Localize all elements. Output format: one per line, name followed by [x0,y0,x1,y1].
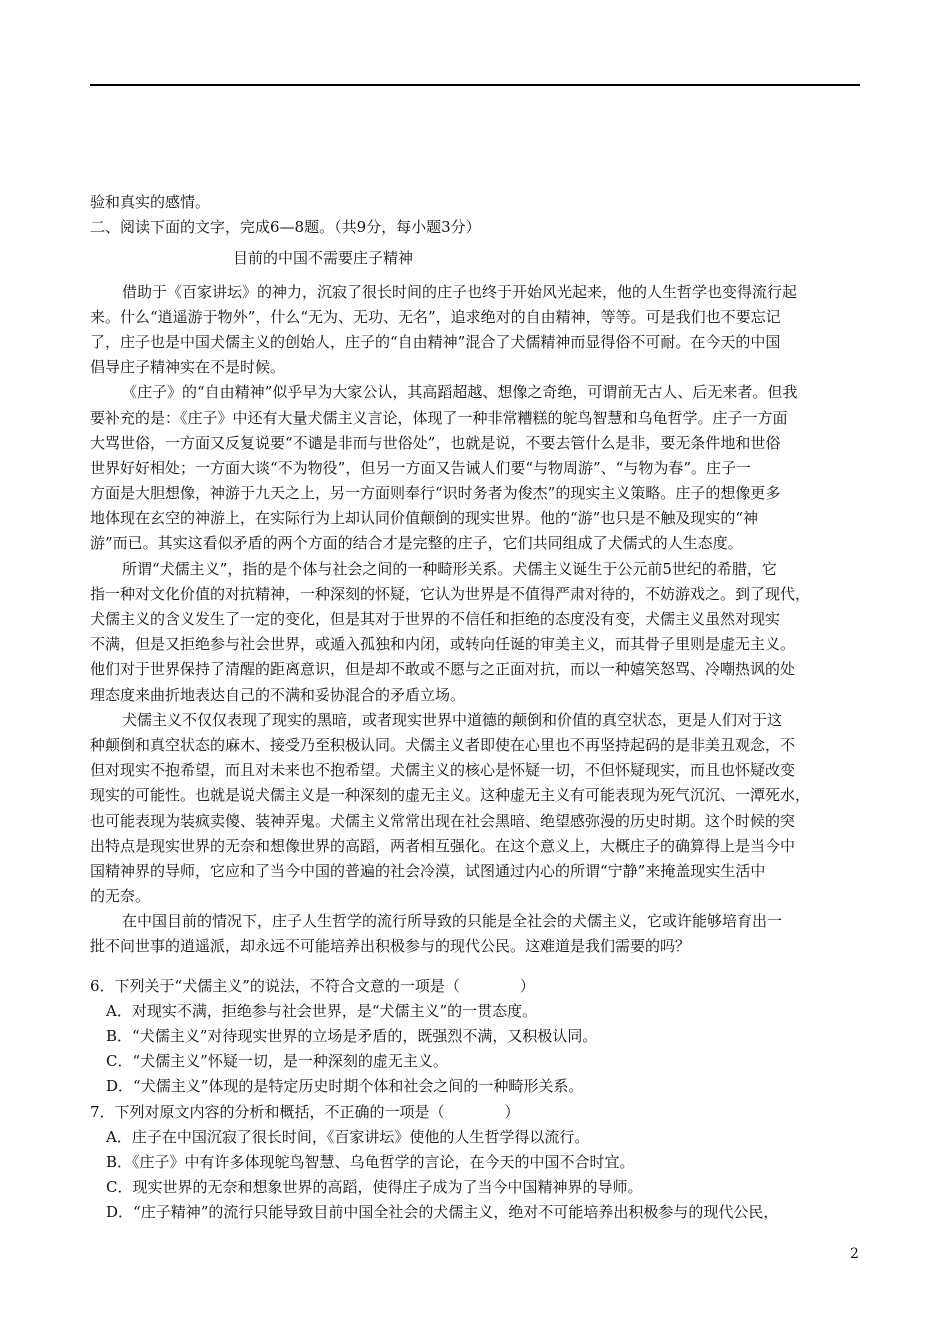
option-c: C．现实世界的无奈和想象世界的高蹈，使得庄子成为了当今中国精神界的导师。 [106,1178,643,1197]
paragraph-line: 批不问世事的逍遥派，却永远不可能培养出积极参与的现代公民。这难道是我们需要的吗？ [90,937,691,956]
paragraph-line: 国精神界的导师，它应和了当今中国的普遍的社会冷漠，试图通过内心的所谓“宁静”来掩盖现实生活中 [90,861,766,880]
question-7 [90,1100,862,1226]
paragraph-line: 《庄子》的“自由精神”似乎早为大家公认，其高蹈超越、想像之奇绝，可谓前无古人、后无来者。但我 [122,383,798,402]
option-a: A．庄子在中国沉寂了很长时间，《百家讲坛》使他的人生哲学得以流行。 [106,1127,590,1146]
paragraph-line: 要补充的是：《庄子》中还有大量犬儒主义言论，体现了一种非常糟糕的鸵鸟智慧和乌龟哲学。庄子一方面 [90,408,788,427]
paragraph-line: 地体现在玄空的神游上，在实际行为上却认同价值颠倒的现实世界。他的“游”也只是不触及现实的“神 [90,509,759,528]
question-stem: 6．下列关于“犬儒主义”的说法，不符合文意的一项是（ ） [90,976,535,995]
option-d: D．“犬儒主义”体现的是特定历史时期个体和社会之间的一种畸形关系。 [106,1077,584,1096]
paragraph [90,280,862,381]
paragraph-line: 来。什么“逍遥游于物外”，什么“无为、无功、无名”，追求绝对的自由精神，等等。可是我们也不要忘记 [90,307,781,326]
paragraph-line: 大骂世俗，一方面又反复说要“不谴是非而与世俗处”，也就是说，不要去管什么是非，要无条件地和世俗 [90,433,781,452]
paragraph-line: 不满，但是又拒绝参与社会世界，或遁入孤独和内闭，或转向任诞的审美主义，而其骨子里则是虚无主义。 [90,635,796,654]
paragraph [90,380,862,556]
carryover-line: 验和真实的感情。 [90,193,211,211]
document-body [90,190,862,1226]
paragraph-line: 世界好好相处；一方面大谈“不为物役”，但另一方面又告诫人们要“与物周游”、“与物为春”。庄子一 [90,458,752,477]
option-d: D．“庄子精神”的流行只能导致目前中国全社会的犬儒主义，绝对不可能培养出积极参与的现代公民， [106,1203,779,1222]
paragraph-line: 在中国目前的情况下，庄子人生哲学的流行所导致的只能是全社会的犬儒主义，它或许能够培育出一 [122,912,783,931]
question-6 [90,974,862,1100]
paragraph-line: 了，庄子也是中国犬儒主义的创始人，庄子的“自由精神”混合了犬儒精神而显得俗不可耐。在今天的中国 [90,332,781,351]
paragraph-line: 现实的可能性。也就是说犬儒主义是一种深刻的虚无主义。这种虚无主义有可能表现为死气沉沉、一潭死水， [90,786,811,805]
paragraph-line: 但对现实不抱希望，而且对未来也不抱希望。犬儒主义的核心是怀疑一切，不但怀疑现实，而且也怀疑改变 [90,761,796,780]
page-number: 2 [850,1246,859,1262]
paragraph-line: 游”而已。其实这看似矛盾的两个方面的结合才是完整的庄子，它们共同组成了犬儒式的人生态度。 [90,534,743,553]
article-title: 目前的中国不需要庄子精神 [233,249,414,268]
paragraph-line: 出特点是现实世界的无奈和想像世界的高蹈，两者相互强化。在这个意义上，大概庄子的确算得上是当今中 [90,836,796,855]
paragraph-line: 借助于《百家讲坛》的神力，沉寂了很长时间的庄子也终于开始风光起来，他的人生哲学也变得流行起 [122,282,798,301]
paragraph-line: 指一种对文化价值的对抗精神，一种深刻的怀疑，它认为世界是不值得严肃对待的，不妨游戏之。到了现代， [90,584,811,603]
paragraph-line: 种颠倒和真空状态的麻木、接受乃至积极认同。犬儒主义者即使在心里也不再坚持起码的是非美丑观念，不 [90,735,796,754]
paragraph-line: 也可能表现为装疯卖傻、装神弄鬼。犬儒主义常常出现在社会黑暗、绝望感弥漫的历史时期。这个时候的突 [90,811,796,830]
option-c: C．“犬儒主义”怀疑一切，是一种深刻的虚无主义。 [106,1052,448,1071]
paragraph-line: 犬儒主义不仅仅表现了现实的黑暗，或者现实世界中道德的颠倒和价值的真空状态，更是人们对于这 [122,710,783,729]
paragraph-line: 理态度来曲折地表达自己的不满和妥协混合的矛盾立场。 [90,685,466,704]
question-stem: 7．下列对原文内容的分析和概括，不正确的一项是（ ） [90,1102,520,1121]
paragraph-line: 他们对于世界保持了清醒的距离意识，但是却不敢或不愿与之正面对抗，而以一种嬉笑怒骂、冷嘲热讽的处 [90,660,796,679]
header-rule [90,84,860,86]
option-a: A．对现实不满，拒绝参与社会世界，是“犬儒主义”的一贯态度。 [106,1001,538,1020]
option-b: B．《庄子》中有许多体现鸵鸟智慧、乌龟哲学的言论，在今天的中国不合时宜。 [106,1152,635,1171]
paragraph [90,708,862,910]
paragraph [90,557,862,708]
paragraph-line: 犬儒主义的含义发生了一定的变化，但是其对于世界的不信任和拒绝的态度没有变，犬儒主义虽然对现实 [90,610,781,628]
paragraph [90,909,862,959]
paragraph-line: 所谓“犬儒主义”，指的是个体与社会之间的一种畸形关系。犬儒主义诞生于公元前5世纪的希腊，它 [122,559,777,578]
option-b: B．“犬儒主义”对待现实世界的立场是矛盾的，既强烈不满，又积极认同。 [106,1027,598,1045]
paragraph-line: 的无奈。 [90,887,151,906]
section-heading: 二、阅读下面的文字，完成6—8题。（共9分，每小题3分） [90,218,481,237]
paragraph-line: 倡导庄子精神实在不是时候。 [90,358,286,377]
paragraph-line: 方面是大胆想像，神游于九天之上，另一方面则奉行“识时务者为俊杰”的现实主义策略。庄子的想像更多 [90,484,781,503]
